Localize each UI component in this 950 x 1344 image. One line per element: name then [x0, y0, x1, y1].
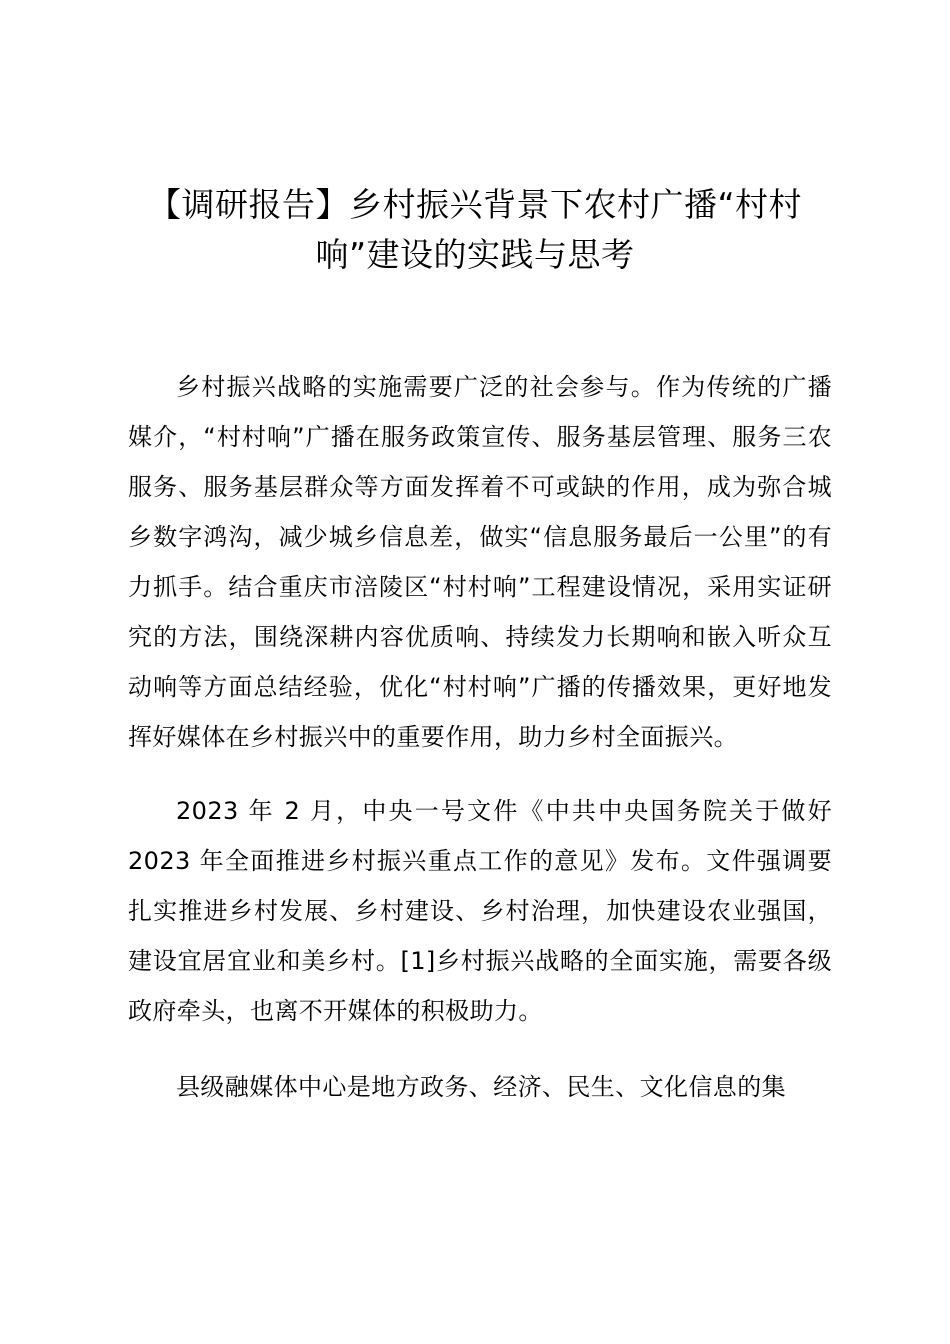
- paragraph-3: 县级融媒体中心是地方政务、经济、民生、文化信息的集: [176, 1073, 786, 1101]
- paragraph-1: 乡村振兴战略的实施需要广泛的社会参与。作为传统的广播媒介，“村村响”广播在服务政策宣传、服务基层管理、服务三农服务、服务基层群众等方面发挥着不可或缺的作用，成为弥合城乡数字鸿沟，减少城乡信息差，做实“信息服务最后一公里”的有力抓手。结合重庆市涪陵区“村村响”工程建设情况，采用实证研究的方法，围绕深耕内容优质响、持续发力长期响和嵌入听众互动响等方面总结经验，优化“村村响”广播的传播效果，更好地发挥好媒体在乡村振兴中的重要作用，助力乡村全面振兴。: [128, 373, 832, 751]
- paragraph-2: 2023 年 2 月，中央一号文件《中共中央国务院关于做好 2023 年全面推进乡村振兴重点工作的意见》发布。文件强调要扎实推进乡村发展、乡村建设、乡村治理，加快建设农业强国，建设宜居宜业和美乡村。[1]乡村振兴战略的全面实施，需要各级政府牵头，也离不开媒体的积极助力。: [128, 797, 832, 1025]
- document-title: 【调研报告】乡村振兴背景下农村广播“村村响”建设的实践与思考: [147, 185, 803, 274]
- document-body: [128, 362, 832, 1112]
